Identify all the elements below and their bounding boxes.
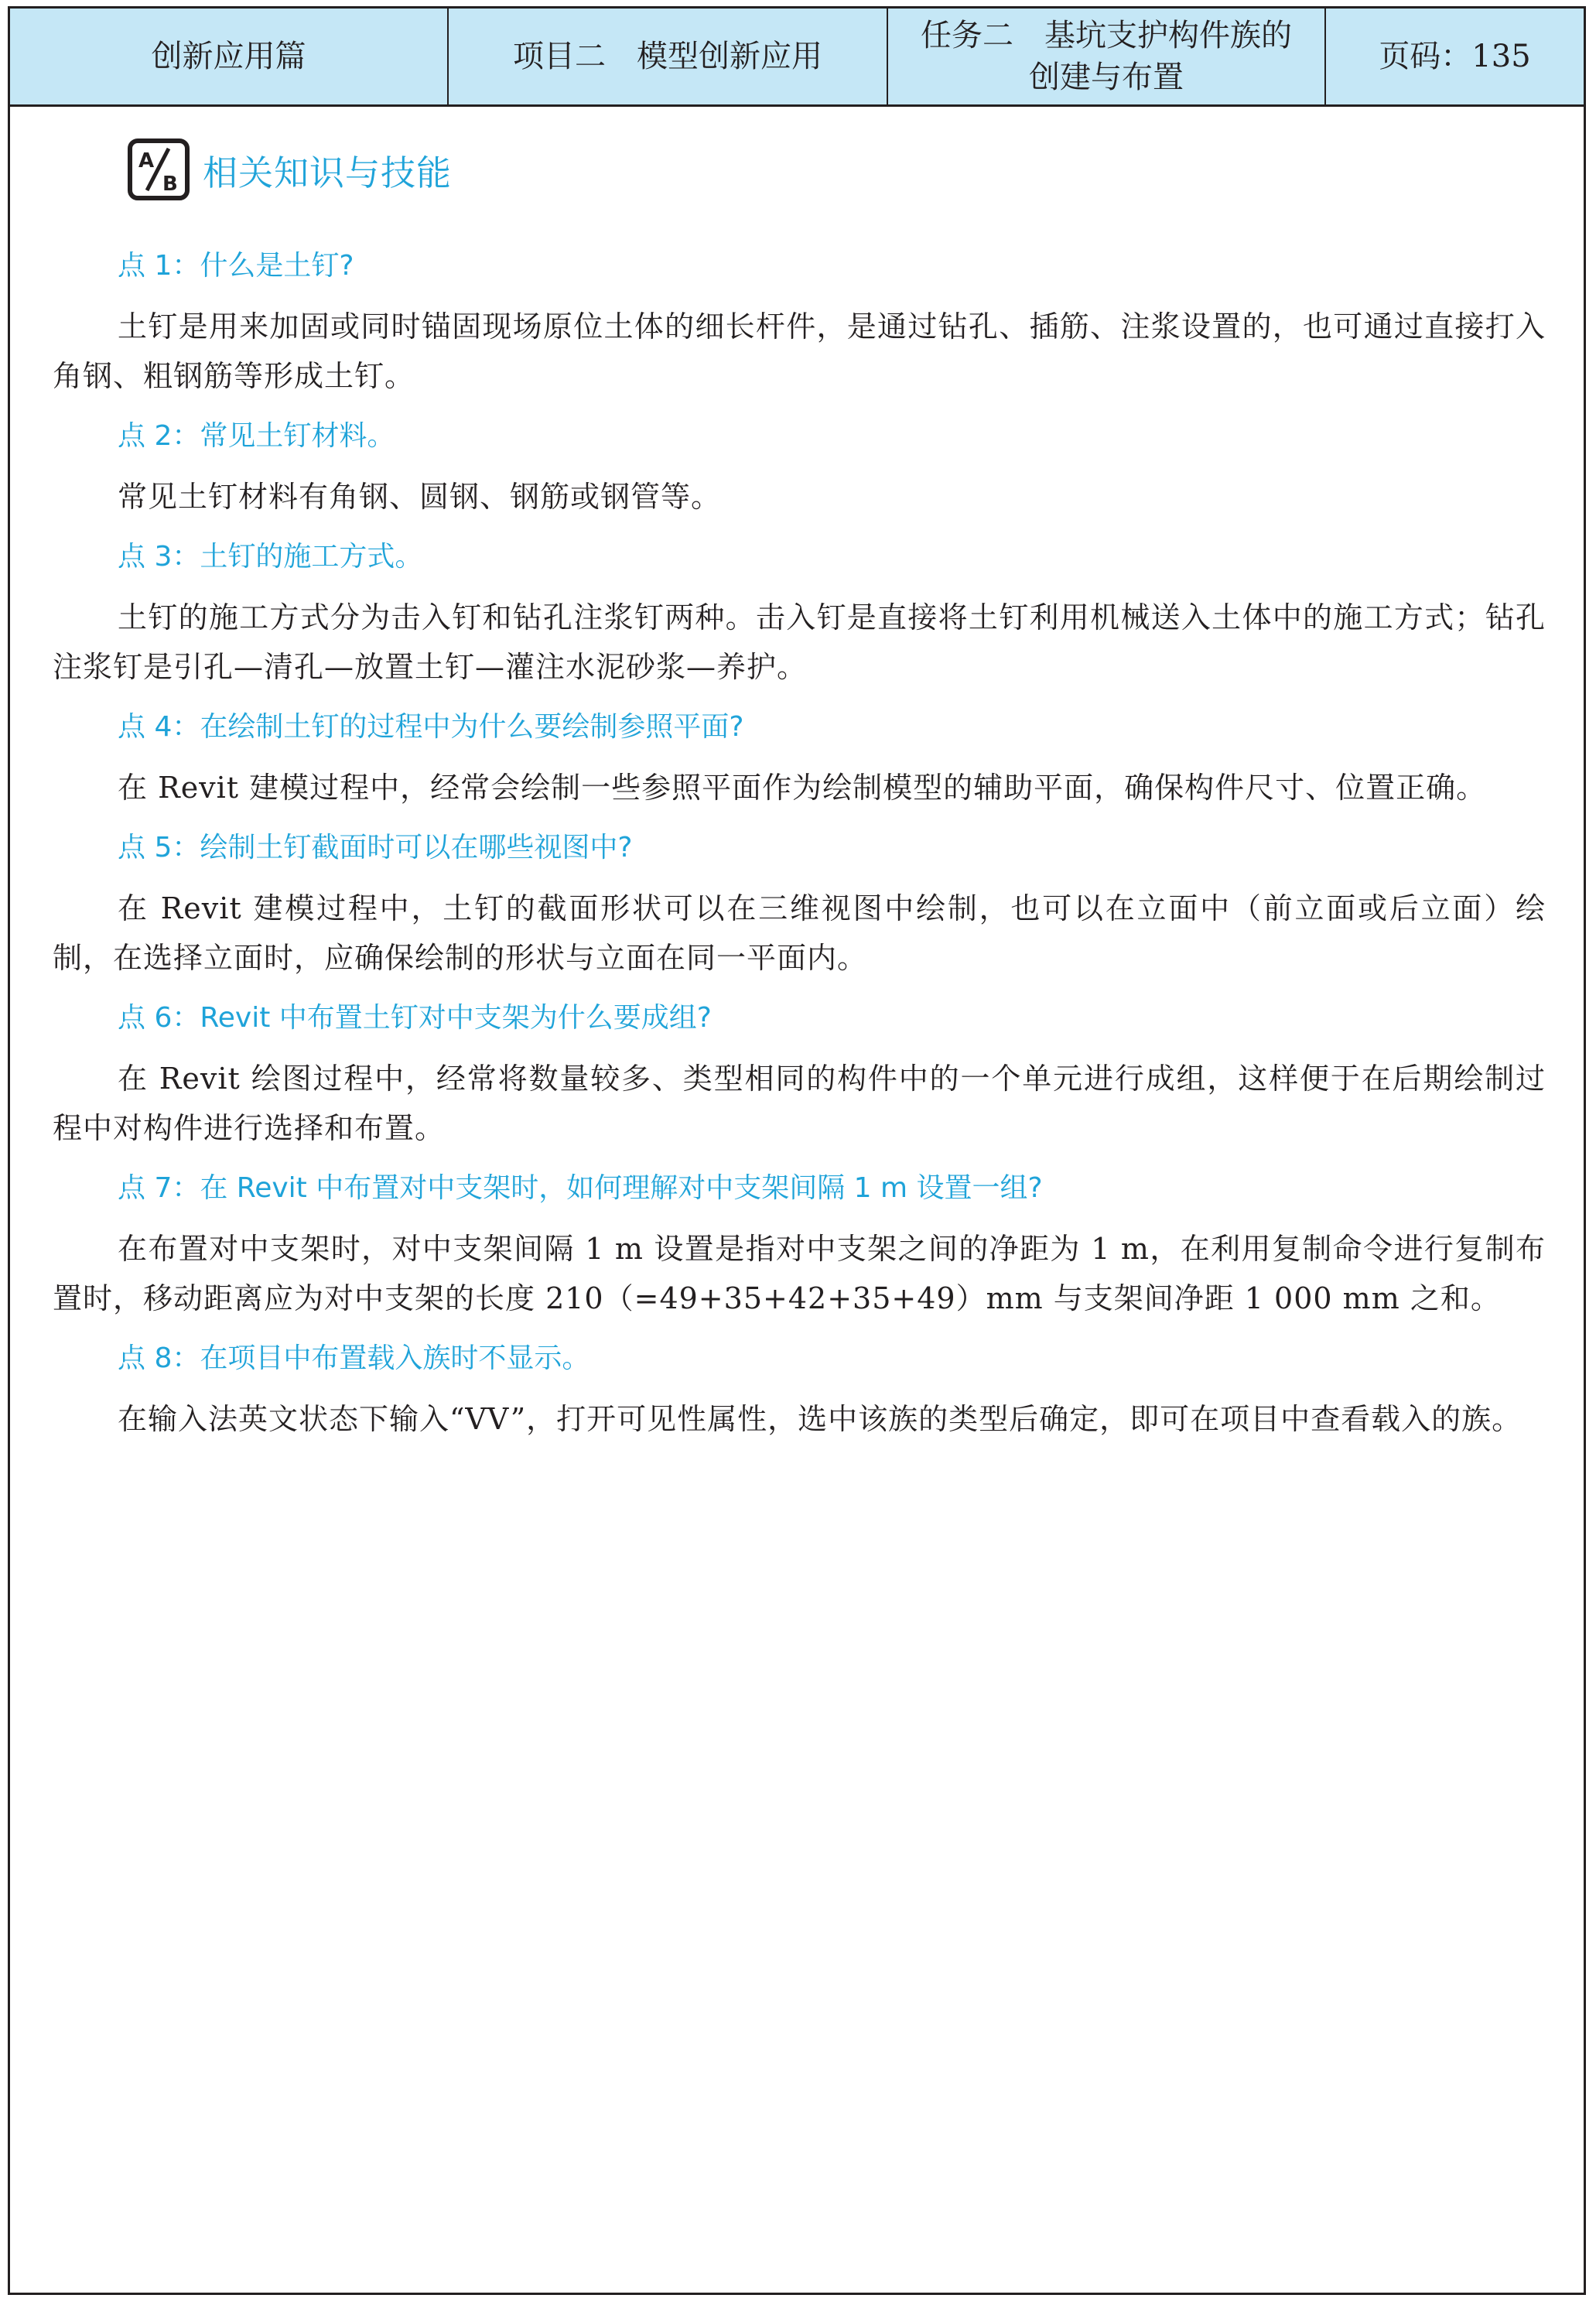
header-task — [888, 9, 1326, 104]
knowledge-item — [53, 706, 1546, 812]
knowledge-answer: 在 Revit 建模过程中，土钉的截面形状可以在三维视图中绘制，也可以在立面中（前立面或后立面）绘制，在选择立面时，应确保绘制的形状与立面在同一平面内。 — [53, 891, 1546, 975]
knowledge-answer: 在输入法英文状态下输入“VV”，打开可见性属性，选中该族的类型后确定，即可在项目中查看载入的族。 — [118, 1402, 1523, 1436]
page-header — [8, 6, 1586, 107]
knowledge-item — [53, 535, 1546, 692]
knowledge-item — [53, 245, 1546, 401]
knowledge-content — [53, 245, 1546, 1458]
knowledge-question: 点 7：在 Revit 中布置对中支架时，如何理解对中支架间隔 1 m 设置一组? — [118, 1172, 1043, 1204]
header-page-number: 页码：135 — [1379, 39, 1531, 74]
knowledge-answer: 在布置对中支架时，对中支架间隔 1 m 设置是指对中支架之间的净距为 1 m，在利用复制命令进行复制布置时，移动距离应为对中支架的长度 210（=49+35+42+35+49）mm 与支架间净距 1 000 mm 之和。 — [53, 1232, 1546, 1315]
knowledge-answer: 在 Revit 绘图过程中，经常将数量较多、类型相同的构件中的一个单元进行成组，这样便于在后期绘制过程中对构件进行选择和布置。 — [53, 1062, 1546, 1145]
svg-text:B: B — [162, 173, 178, 196]
section-title: 相关知识与技能 — [203, 152, 453, 193]
knowledge-question: 点 4：在绘制土钉的过程中为什么要绘制参照平面? — [118, 711, 744, 743]
header-section: 创新应用篇 — [10, 9, 449, 104]
knowledge-item — [53, 415, 1546, 522]
knowledge-question: 点 5：绘制土钉截面时可以在哪些视图中? — [118, 832, 633, 864]
knowledge-item — [53, 1167, 1546, 1323]
knowledge-question: 点 8：在项目中布置载入族时不显示。 — [118, 1342, 590, 1374]
svg-text:A: A — [138, 149, 155, 173]
knowledge-question: 点 3：土钉的施工方式。 — [118, 541, 423, 573]
header-task-line1: 任务二 基坑支护构件族的 — [921, 18, 1292, 53]
header-project: 项目二 模型创新应用 — [449, 9, 888, 104]
ab-knowledge-icon — [127, 138, 190, 201]
knowledge-item — [53, 826, 1546, 983]
knowledge-question: 点 6：Revit 中布置土钉对中支架为什么要成组? — [118, 1002, 712, 1034]
knowledge-answer: 在 Revit 建模过程中，经常会绘制一些参照平面作为绘制模型的辅助平面，确保构件尺寸、位置正确。 — [118, 771, 1487, 805]
section-heading — [127, 138, 452, 201]
knowledge-item — [53, 997, 1546, 1153]
knowledge-question: 点 2：常见土钉材料。 — [118, 420, 395, 452]
header-task-line2: 创建与布置 — [1029, 60, 1184, 95]
knowledge-answer: 土钉是用来加固或同时锚固现场原位土体的细长杆件，是通过钻孔、插筋、注浆设置的，也可通过直接打入角钢、粗钢筋等形成土钉。 — [53, 309, 1546, 393]
knowledge-answer: 土钉的施工方式分为击入钉和钻孔注浆钉两种。击入钉是直接将土钉利用机械送入土体中的施工方式；钻孔注浆钉是引孔—清孔—放置土钉—灌注水泥砂浆—养护。 — [53, 600, 1546, 684]
knowledge-question: 点 1：什么是土钉? — [118, 250, 354, 282]
knowledge-item — [53, 1337, 1546, 1444]
knowledge-answer: 常见土钉材料有角钢、圆钢、钢筋或钢管等。 — [118, 480, 722, 514]
